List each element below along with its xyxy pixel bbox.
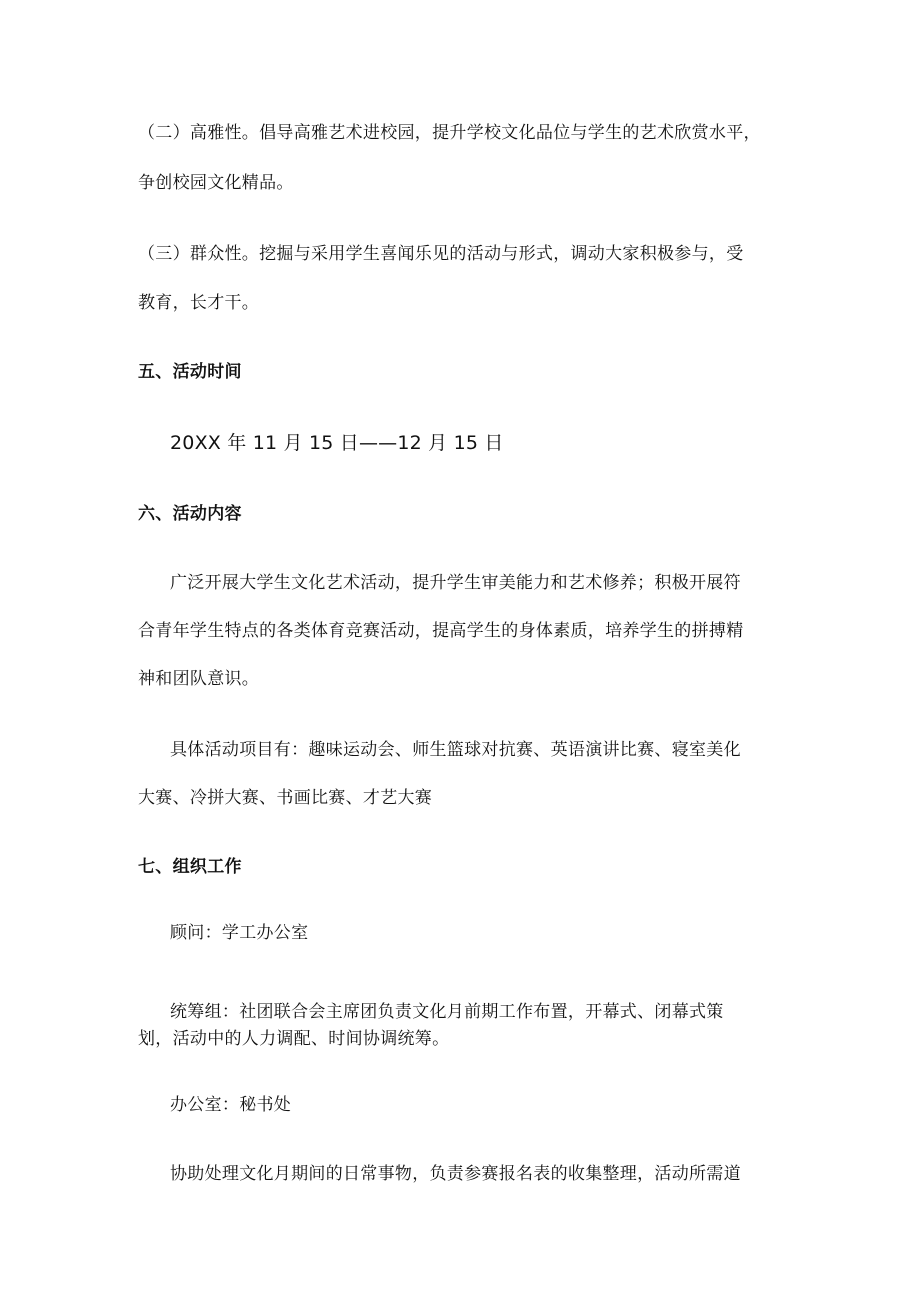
section-heading-time: 五、活动时间 (138, 362, 242, 382)
section-heading-organization: 七、组织工作 (138, 857, 242, 877)
principle-elegance-line2: 争创校园文化精品。 (138, 173, 294, 193)
content-para1-line2: 合青年学生特点的各类体育竞赛活动，提高学生的身体素质，培养学生的拼搏精 (138, 621, 744, 641)
content-para1-line1: 广泛开展大学生文化艺术活动，提升学生审美能力和艺术修养；积极开展符 (170, 573, 741, 593)
section-heading-content: 六、活动内容 (138, 504, 242, 524)
content-para1-line3: 神和团队意识。 (138, 669, 260, 689)
principle-mass-line1: （三）群众性。挖掘与采用学生喜闻乐见的活动与形式，调动大家积极参与，受 (138, 244, 744, 264)
principle-elegance-line1: （二）高雅性。倡导高雅艺术进校园，提升学校文化品位与学生的艺术欣赏水平， (138, 123, 761, 143)
advisor-line: 顾问：学工办公室 (170, 923, 309, 943)
coordination-line2: 划，活动中的人力调配、时间协调统筹。 (138, 1029, 450, 1049)
content-para2-line1: 具体活动项目有：趣味运动会、师生篮球对抗赛、英语演讲比赛、寝室美化 (170, 740, 741, 760)
office-line: 办公室：秘书处 (170, 1095, 292, 1115)
principle-mass-line2: 教育，长才干。 (138, 293, 260, 313)
coordination-line1: 统筹组：社团联合会主席团负责文化月前期工作布置，开幕式、闭幕式策 (170, 1002, 724, 1022)
content-para2-line2: 大赛、冷拼大赛、书画比赛、才艺大赛 (138, 788, 433, 808)
activity-date-range: 20XX 年 11 月 15 日——12 月 15 日 (170, 432, 504, 454)
office-duty-line1: 协助处理文化月期间的日常事物，负责参赛报名表的收集整理，活动所需道 (170, 1164, 741, 1184)
